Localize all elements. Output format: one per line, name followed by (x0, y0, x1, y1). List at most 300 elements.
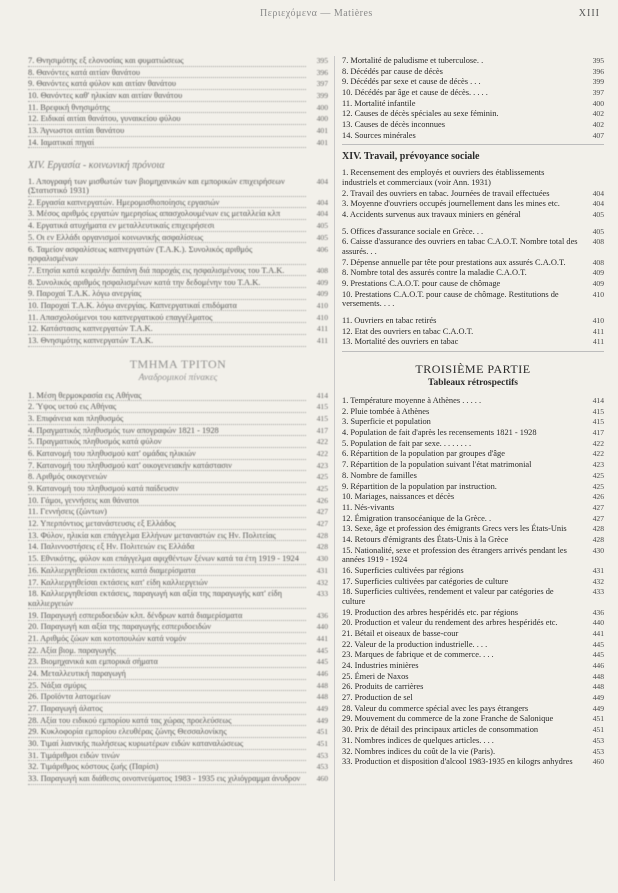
toc-entry-page: 432 (316, 577, 328, 587)
toc-entry-page: 417 (316, 425, 328, 435)
toc-entry-text: 19. Production des arbres hespéridés etc. par régions (342, 607, 519, 617)
toc-entry-page: 410 (592, 316, 604, 326)
part-rule (342, 351, 604, 352)
toc-entry-text: 8. Décédés par cause de décès (342, 66, 443, 76)
toc-entry (342, 757, 604, 767)
toc-entry-page: 414 (316, 390, 328, 400)
toc-entry (342, 725, 604, 735)
toc-entry-text: 32. Nombres indices du coût de la vie (Paris). (342, 746, 496, 756)
toc-entry (28, 739, 328, 750)
toc-entry (28, 646, 328, 657)
section-rule (342, 144, 604, 145)
toc-entry-page: 453 (316, 762, 328, 772)
toc-entry (342, 492, 604, 502)
toc-entry-text: 9. Κατανομή του πληθυσμού κατά παίδευσιν (28, 484, 306, 495)
toc-entry (342, 396, 604, 406)
toc-entry (28, 426, 328, 437)
toc-entry-page: 431 (316, 565, 328, 575)
toc-entry-page: 436 (592, 607, 604, 617)
toc-entry-page: 430 (316, 554, 328, 564)
toc-entry-page: 441 (316, 633, 328, 643)
greek-part-title: ΤΜΗΜΑ ΤΡΙΤΟΝ (129, 356, 227, 371)
toc-entry (28, 336, 328, 347)
toc-entry-page: 422 (316, 448, 328, 458)
toc-entry-text: 25. Νάξια σμύρις (28, 681, 306, 692)
page-number: XIII (578, 8, 600, 19)
toc-entry-text: 31. Τιμάριθμοι ειδών τινών (28, 751, 306, 762)
toc-entry-page: 451 (316, 727, 328, 737)
toc-entry-page: 426 (316, 495, 328, 505)
toc-entry-page: 396 (592, 66, 604, 76)
toc-entry-page: 425 (316, 484, 328, 494)
toc-entry (342, 77, 604, 87)
running-title: Περιεχόμενα — Matières (260, 8, 373, 19)
toc-entry (342, 566, 604, 576)
toc-entry (28, 233, 328, 244)
toc-entry-page: 401 (316, 137, 328, 147)
toc-entry-page: 399 (592, 77, 604, 87)
toc-entry-page: 448 (592, 671, 604, 681)
toc-entry-text: 1. Température moyenne à Athènes . . . . . (342, 396, 482, 406)
toc-entry (342, 189, 604, 199)
french-xiv-list-b (342, 227, 604, 309)
toc-entry (28, 578, 328, 589)
toc-entry-page: 411 (316, 335, 328, 345)
toc-entry (342, 327, 604, 337)
toc-entry (28, 301, 328, 312)
toc-entry-text: 27. Production de sel (342, 693, 413, 703)
toc-entry (342, 199, 604, 209)
toc-entry (28, 751, 328, 762)
toc-entry-text: 14. Retours d'émigrants des États-Unis à la Grèce (342, 534, 509, 544)
toc-entry-text: 10. Mariages, naissances et décès (342, 492, 455, 502)
toc-entry-text: 7. Dépense annuelle par tête pour prestations aux assurés C.A.O.T. (342, 257, 566, 267)
toc-entry-text: 8. Θανόντες κατά αιτίαν θανάτου (28, 68, 306, 79)
toc-entry-text: 15. Nationalité, sexe et profession des étrangers arrivés pendant les années 1919 - 1924 (342, 545, 567, 565)
toc-entry (28, 519, 328, 530)
toc-entry-page: 453 (592, 735, 604, 745)
toc-entry-text: 32. Τιμάριθμος κόστους ζωής (Παρίσι) (28, 762, 306, 773)
french-column (342, 56, 604, 881)
toc-entry (342, 109, 604, 119)
toc-entry (28, 198, 328, 209)
toc-entry (28, 542, 328, 553)
toc-entry (342, 629, 604, 639)
toc-entry (28, 209, 328, 220)
toc-entry (342, 88, 604, 98)
toc-entry-text: 3. Επιφάνεια και πληθυσμός (28, 414, 306, 425)
toc-entry-text: 1. Recensement des employés et ouvriers des établissements industriels et commerciaux (voir Ann. 1931) (342, 168, 545, 187)
toc-entry (342, 428, 604, 438)
toc-entry-page: 422 (592, 438, 604, 448)
toc-entry-page: 432 (592, 576, 604, 586)
toc-entry-page: 407 (592, 130, 604, 140)
toc-entry-page: 425 (592, 470, 604, 480)
greek-section-xiv-title: XIV. Εργασία - κοινωνική πρόνοια (28, 159, 165, 171)
toc-entry (28, 68, 328, 79)
toc-entry (28, 774, 328, 785)
toc-entry (342, 56, 604, 66)
toc-entry (28, 554, 328, 565)
toc-entry-page: 400 (592, 98, 604, 108)
toc-entry-page: 423 (316, 460, 328, 470)
toc-entry-text: 10. Prestations C.A.O.T. pour cause de chômage. Restitutions de versements. . . . (342, 289, 559, 309)
toc-entry-page: 451 (316, 739, 328, 749)
toc-entry (28, 704, 328, 715)
toc-entry (342, 524, 604, 534)
toc-entry-text: 33. Παραγωγή και διάθεσις οινοπνεύματος 1983 - 1935 εις χιλιόγραμμα άνυδρον (28, 774, 306, 785)
toc-entry (28, 313, 328, 324)
toc-entry-page: 423 (592, 460, 604, 470)
toc-entry (28, 79, 328, 90)
toc-entry-text: 1. Μέση θερμοκρασία εις Αθήνας (28, 391, 306, 402)
toc-entry (28, 496, 328, 507)
toc-entry-page: 415 (316, 413, 328, 423)
toc-entry-text: 10. Décédés par âge et cause de décès. . . . . (342, 88, 488, 98)
toc-entry-text: 16. Superficies cultivées par régions (342, 565, 464, 575)
toc-entry (342, 747, 604, 757)
toc-entry-page: 449 (592, 703, 604, 713)
toc-entry (342, 650, 604, 660)
toc-entry-page: 422 (316, 437, 328, 447)
toc-entry (342, 682, 604, 692)
toc-entry (28, 414, 328, 425)
toc-entry-text: 4. Πραγματικός πληθυσμός των απογραφών 1821 - 1928 (28, 426, 306, 437)
toc-entry-text: 3. Μέσος αριθμός εργατών ημερησίως απασχολουμένων εις μεταλλεία κλπ (28, 209, 306, 220)
toc-entry-page: 402 (592, 109, 604, 119)
toc-entry-text: 5. Offices d'assurance sociale en Grèce. . . (342, 226, 484, 236)
toc-entry-page: 402 (592, 120, 604, 130)
toc-entry (28, 221, 328, 232)
toc-entry (342, 661, 604, 671)
toc-entry (28, 391, 328, 402)
toc-entry-text: 2. Ύψος υετού εις Αθήνας (28, 402, 306, 413)
toc-entry-page: 408 (592, 257, 604, 267)
toc-entry-text: 20. Παραγωγή και αξία της παραγωγής εσπεριδοειδών (28, 622, 306, 633)
toc-entry (28, 622, 328, 633)
toc-entry (342, 290, 604, 309)
toc-entry (342, 316, 604, 326)
greek-part-subtitle: Αναδρομικοί πίνακες (138, 372, 218, 383)
toc-entry-page: 399 (316, 91, 328, 101)
toc-entry (342, 608, 604, 618)
toc-entry-page: 445 (592, 639, 604, 649)
toc-entry-page: 451 (592, 725, 604, 735)
toc-entry-page: 425 (592, 481, 604, 491)
toc-entry (28, 449, 328, 460)
toc-entry-page: 431 (592, 565, 604, 575)
french-xiv-list-a (342, 168, 604, 219)
toc-entry (342, 258, 604, 268)
toc-entry (342, 227, 604, 237)
toc-entry-text: 9. Θανόντες κατά φύλον και αιτίαν θανάτου (28, 79, 306, 90)
toc-entry (28, 177, 328, 197)
toc-entry-text: 22. Αξία βιομ. παραγωγής (28, 646, 306, 657)
toc-entry (342, 482, 604, 492)
toc-entry-page: 446 (316, 668, 328, 678)
toc-entry-page: 411 (592, 326, 604, 336)
toc-entry (342, 587, 604, 606)
toc-entry-text: 6. Ταμείον ασφαλίσεως καπνεργατών (Τ.Α.Κ.). Συνολικός αριθμός ησφαλισμένων (28, 245, 306, 265)
toc-entry-text: 17. Superficies cultivées par catégories de culture (342, 576, 509, 586)
toc-entry (28, 692, 328, 703)
toc-entry-page: 428 (316, 530, 328, 540)
toc-entry-page: 400 (316, 102, 328, 112)
toc-entry (28, 114, 328, 125)
toc-entry-text: 9. Παροχαί Τ.Α.Κ. λόγω ανεργίας (28, 289, 306, 300)
toc-entry-page: 414 (592, 396, 604, 406)
toc-entry-text: 4. Accidents survenus aux travaux miniers en général (342, 210, 521, 220)
toc-entry-text: 6. Κατανομή του πληθυσμού κατ' ομάδας ηλικιών (28, 449, 306, 460)
toc-entry (342, 417, 604, 427)
toc-entry-page: 426 (592, 492, 604, 502)
toc-entry-page: 405 (592, 226, 604, 236)
toc-entry-page: 428 (592, 524, 604, 534)
toc-entry-text: 9. Prestations C.A.O.T. pour cause de chômage (342, 279, 501, 289)
toc-entry-text: 11. Απασχολούμενοι του καπνεργατικού επαγγέλματος (28, 313, 306, 324)
toc-entry-page: 460 (316, 774, 328, 784)
column-divider (334, 56, 335, 881)
toc-entry (342, 471, 604, 481)
toc-entry-page: 406 (316, 244, 328, 254)
toc-entry (342, 693, 604, 703)
toc-entry-page: 409 (316, 277, 328, 287)
toc-entry-page: 404 (592, 188, 604, 198)
toc-entry-text: 13. Άγνωστοι αιτίαι θανάτου (28, 126, 306, 137)
toc-entry-page: 400 (316, 114, 328, 124)
toc-entry-text: 14. Παλιννοστήσεις εξ Ην. Πολιτειών εις Ελλάδα (28, 542, 306, 553)
toc-entry-page: 425 (316, 472, 328, 482)
toc-entry-text: 4. Population de fait d'après les recensements 1821 - 1928 (342, 428, 537, 438)
toc-entry-page: 436 (316, 610, 328, 620)
toc-entry-page: 395 (592, 56, 604, 65)
toc-entry-text: 13. Θνησιμότης καπνεργατών Τ.Α.Κ. (28, 336, 306, 347)
toc-entry (342, 120, 604, 130)
toc-entry-page: 449 (316, 715, 328, 725)
toc-entry-text: 30. Τιμαί λιανικής πωλήσεως κυριωτέρων ειδών καταναλώσεως (28, 739, 306, 750)
toc-entry (342, 279, 604, 289)
toc-entry-page: 415 (592, 406, 604, 416)
toc-entry-page: 417 (592, 428, 604, 438)
toc-entry (342, 449, 604, 459)
toc-entry-page: 427 (592, 502, 604, 512)
toc-entry-page: 397 (592, 88, 604, 98)
toc-entry-page: 446 (592, 661, 604, 671)
toc-entry (28, 278, 328, 289)
toc-entry (28, 56, 328, 67)
toc-entry-page: 441 (592, 628, 604, 638)
toc-entry (342, 618, 604, 628)
toc-entry (342, 237, 604, 256)
toc-entry-text: 15. Εθνικότης, φύλον και επάγγελμα αφιχθέντων ξένων κατά τα έτη 1919 - 1924 (28, 554, 306, 565)
toc-entry-text: 5. Πραγματικός πληθυσμός κατά φύλον (28, 437, 306, 448)
toc-entry-text: 7. Ετησία κατά κεφαλήν δαπάνη διά παροχάς εις ησφαλισμένους του Τ.Α.Κ. (28, 266, 306, 277)
toc-entry-text: 7. Θνησιμότης εξ ελονοσίας και φυματιώσεως (28, 56, 306, 67)
toc-entry-text: 7. Κατανομή του πληθυσμού κατ' οικογενειακήν κατάστασιν (28, 461, 306, 472)
toc-entry-text: 18. Καλλιεργηθείσαι εκτάσεις, παραγωγή και αξία της παραγωγής κατ' είδη καλλιεργειών (28, 589, 306, 609)
toc-entry-page: 448 (592, 682, 604, 692)
toc-entry (342, 460, 604, 470)
toc-entry-page: 453 (316, 750, 328, 760)
toc-entry (28, 126, 328, 137)
toc-entry-page: 433 (316, 589, 328, 599)
toc-entry (28, 507, 328, 518)
page-header (0, 6, 618, 22)
toc-entry-page: 410 (592, 289, 604, 299)
toc-entry-text: 6. Répartition de la population par groupes d'âge (342, 449, 505, 459)
toc-entry-text: 29. Κυκλοφορία εμπορίου ελευθέρας ζώνης Θεσσαλονίκης (28, 727, 306, 738)
toc-entry-page: 409 (592, 279, 604, 289)
toc-entry-page: 448 (316, 692, 328, 702)
toc-entry-page: 427 (592, 513, 604, 523)
toc-entry-text: 23. Marques de fabrique et de commerce. . . . (342, 650, 494, 660)
toc-entry (342, 268, 604, 278)
toc-entry (28, 324, 328, 335)
toc-entry-text: 9. Répartition de la population par instruction. (342, 481, 497, 491)
toc-entry-text: 11. Nés-vivants (342, 502, 395, 512)
greek-part3-list (28, 391, 328, 785)
toc-entry-text: 13. Causes de décès inconnues (342, 120, 446, 130)
toc-entry-page: 410 (316, 300, 328, 310)
toc-entry-text: 23. Βιομηχανικά και εμπορικά σήματα (28, 657, 306, 668)
toc-entry (342, 514, 604, 524)
toc-entry-text: 11. Γεννήσεις (ζώντων) (28, 507, 306, 518)
toc-entry-page: 449 (592, 693, 604, 703)
toc-entry (342, 640, 604, 650)
toc-entry (28, 716, 328, 727)
toc-entry-text: 11. Mortalité infantile (342, 98, 416, 108)
toc-entry (342, 714, 604, 724)
toc-entry-page: 427 (316, 519, 328, 529)
toc-entry-text: 28. Valeur du commerce spécial avec les pays étrangers (342, 703, 529, 713)
toc-entry-text: 33. Production et disposition d'alcool 1983-1935 en kilogrs anhydres (342, 757, 573, 767)
toc-entry-page: 428 (316, 542, 328, 552)
toc-entry-page: 409 (592, 268, 604, 278)
toc-entry (28, 266, 328, 277)
toc-entry-page: 440 (316, 622, 328, 632)
greek-column (28, 56, 328, 881)
toc-entry-text: 21. Bétail et oiseaux de basse-cour (342, 628, 459, 638)
toc-entry-page: 410 (316, 312, 328, 322)
french-part3-list (342, 396, 604, 767)
toc-entry-text: 18. Superficies cultivées, rendement et valeur par catégories de culture (342, 587, 554, 606)
toc-entry-page: 397 (316, 79, 328, 89)
toc-entry (342, 577, 604, 587)
toc-entry (28, 245, 328, 265)
toc-entry (342, 439, 604, 449)
toc-entry-text: 2. Εργασία καπνεργατών. Ημερομισθιοποίησις εργασιών (28, 198, 306, 209)
toc-entry-page: 396 (316, 67, 328, 77)
toc-entry (28, 566, 328, 577)
toc-entry-page: 440 (592, 618, 604, 628)
toc-entry-page: 395 (316, 56, 328, 65)
toc-entry (28, 611, 328, 622)
toc-entry (342, 168, 604, 187)
toc-entry-page: 445 (316, 657, 328, 667)
toc-entry-text: 13. Sexe, âge et profession des émigrants Grecs vers les États-Unis (342, 524, 567, 534)
toc-entry-text: 5. Population de fait par sexe. . . . . . . . (342, 438, 472, 448)
toc-entry-page: 445 (592, 650, 604, 660)
toc-entry (28, 437, 328, 448)
toc-entry-page: 405 (316, 232, 328, 242)
toc-entry-page: 422 (592, 449, 604, 459)
toc-entry-page: 433 (592, 587, 604, 597)
toc-entry-text: 10. Παροχαί Τ.Α.Κ. λόγω ανεργίας. Καπνεργατικαί επιδόματα (28, 301, 306, 312)
toc-entry (342, 131, 604, 141)
toc-entry-text: 2. Pluie tombée à Athènes (342, 406, 430, 416)
toc-entry (28, 589, 328, 609)
toc-entry (28, 289, 328, 300)
toc-entry-text: 25. Émeri de Naxos (342, 671, 409, 681)
toc-entry (342, 535, 604, 545)
toc-entry-text: 8. Αριθμός οικογενειών (28, 472, 306, 483)
toc-entry-text: 3. Moyenne d'ouvriers occupés journellement dans les mines etc. (342, 199, 560, 209)
toc-entry-text: 12. Υπερπόντιος μετανάστευσις εξ Ελλάδος (28, 519, 306, 530)
toc-entry (342, 210, 604, 220)
toc-entry-text: 13. Mortalité des ouvriers en tabac (342, 337, 459, 347)
toc-entry (28, 657, 328, 668)
toc-entry-text: 12. Causes de décès spéciales au sexe féminin. (342, 109, 499, 119)
toc-entry-text: 13. Φύλον, ηλικία και επάγγελμα Ελλήνων μεταναστών εις Ην. Πολιτείας (28, 531, 306, 542)
toc-entry-page: 415 (316, 402, 328, 412)
toc-entry-page: 427 (316, 507, 328, 517)
toc-entry-text: 26. Προϊόντα λατομείων (28, 692, 306, 703)
toc-entry-text: 29. Mouvement du commerce de la zone Franche de Salonique (342, 714, 554, 724)
toc-entry-page: 408 (316, 265, 328, 275)
toc-entry (342, 736, 604, 746)
toc-entry (28, 472, 328, 483)
toc-entry (342, 67, 604, 77)
toc-entry (28, 727, 328, 738)
toc-entry (28, 531, 328, 542)
toc-entry-text: 7. Mortalité de paludisme et tuberculose. . (342, 56, 484, 65)
toc-entry (28, 402, 328, 413)
toc-entry-page: 451 (592, 714, 604, 724)
toc-entry-page: 415 (592, 417, 604, 427)
toc-entry-text: 16. Καλλιεργηθείσαι εκτάσεις κατά διαμερίσματα (28, 566, 306, 577)
toc-entry-page: 445 (316, 645, 328, 655)
toc-entry-page: 404 (316, 197, 328, 207)
toc-entry-page: 453 (592, 746, 604, 756)
french-top-list (342, 56, 604, 140)
toc-entry (28, 103, 328, 114)
french-part-subtitle: Tableaux rétrospectifs (428, 378, 518, 389)
toc-entry-page: 430 (592, 545, 604, 555)
toc-entry-text: 8. Nombre de familles (342, 470, 417, 480)
toc-entry-page: 405 (316, 221, 328, 231)
toc-entry (342, 546, 604, 565)
toc-entry-page: 411 (316, 324, 328, 334)
toc-entry (28, 634, 328, 645)
toc-entry-page: 460 (592, 757, 604, 767)
toc-entry (342, 99, 604, 109)
toc-entry-text: 6. Caisse d'assurance des ouvriers en tabac C.A.O.T. Nombre total des assurés. . . (342, 237, 578, 257)
toc-entry (28, 91, 328, 102)
toc-entry-page: 404 (316, 176, 328, 186)
toc-entry-text: 31. Nombres indices de quelques articles. . . . (342, 735, 494, 745)
toc-entry-text: 24. Industries minières (342, 661, 419, 671)
toc-entry-text: 21. Αριθμός ζώων και κοτοπουλών κατά νομόν (28, 634, 306, 645)
toc-entry-page: 449 (316, 704, 328, 713)
toc-entry (342, 672, 604, 682)
toc-entry-text: 12. Émigration transocéanique de la Grèce. . (342, 513, 492, 523)
toc-entry-page: 448 (316, 680, 328, 690)
toc-entry-text: 22. Valeur de la production industrielle. . . . (342, 639, 488, 649)
toc-entry-text: 20. Production et valeur du rendement des arbres hespéridés etc. (342, 618, 558, 628)
greek-xiv-list (28, 177, 328, 347)
toc-entry-text: 3. Superficie et population (342, 417, 431, 427)
toc-entry-text: 7. Répartition de la population suivant l'état matrimonial (342, 460, 532, 470)
